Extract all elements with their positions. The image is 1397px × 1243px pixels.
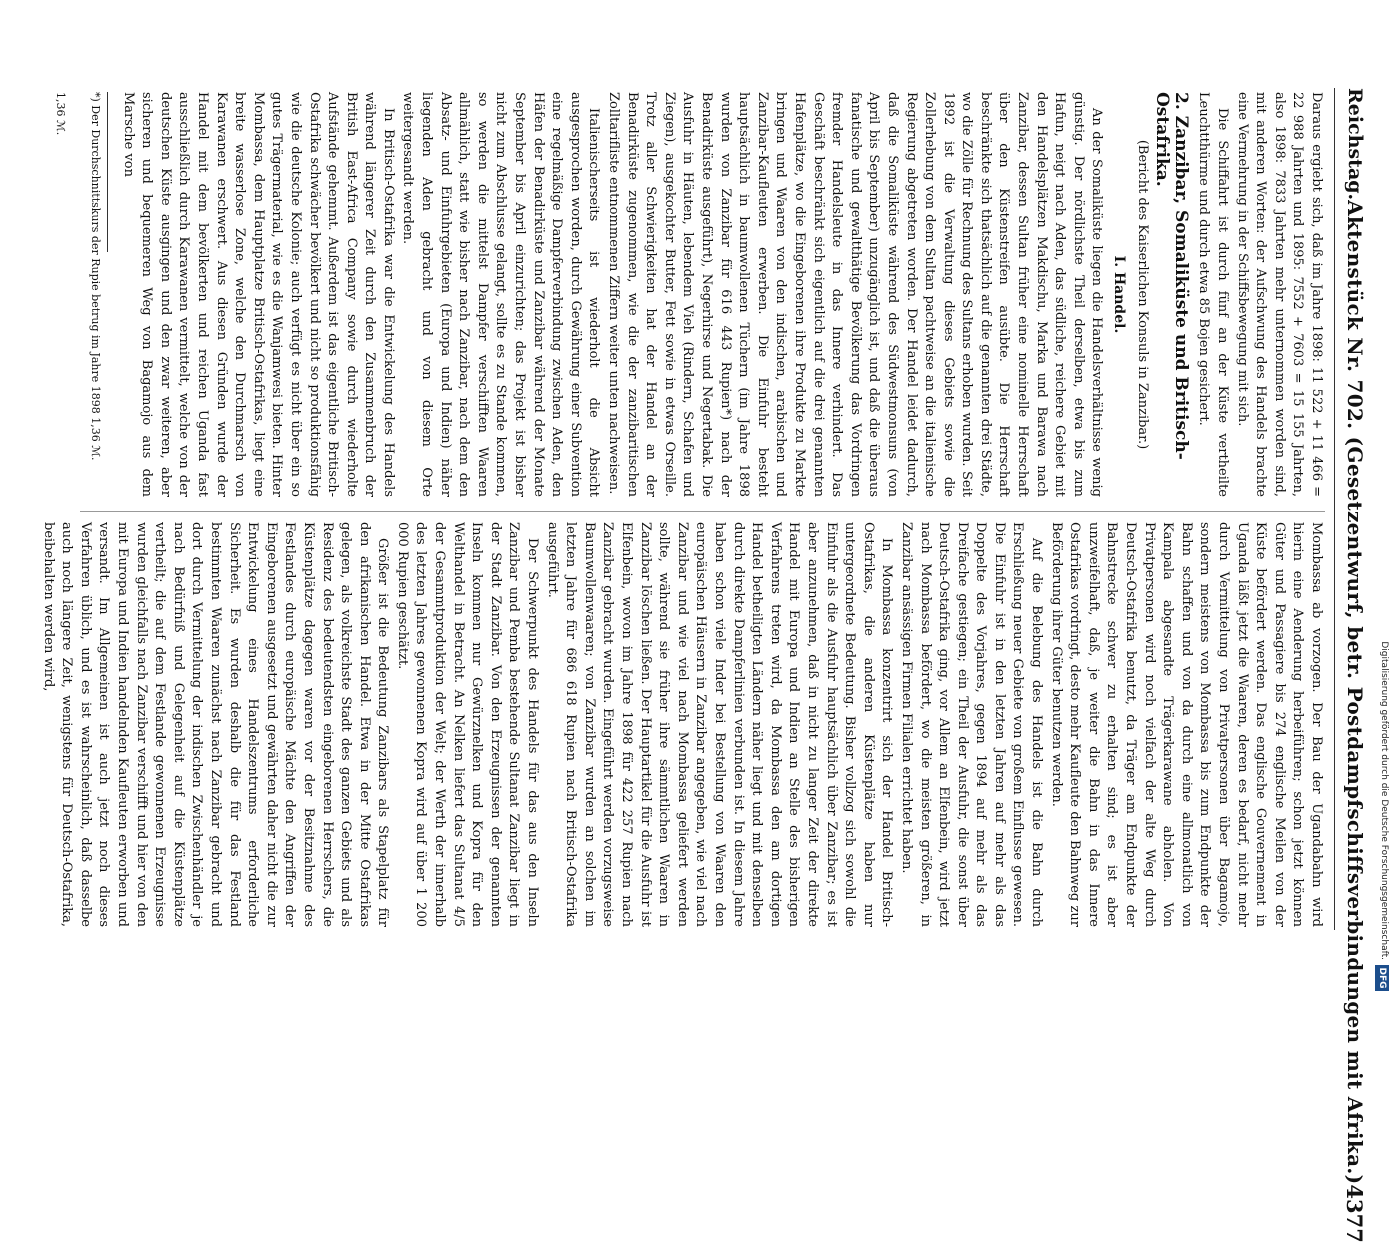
paragraph: Daraus ergiebt sich, daß im Jahre 1898: 11 522 + 11 466 = 22 988 Jahrten und 1895: 7552 + 7603 = 15 155 Jahrten, also 1898: 7833 Jahrten mehr unternommen worden sind, mit anderen Worten: der Aufschwung des Handels brachte eine Vermehrung in der Schiffsbewegung mit sich. xyxy=(1234,92,1324,497)
subsection-title: I. Handel. xyxy=(1111,255,1128,334)
paragraph: Mombassa ab vorzogen. Der Bau der Ugandabahn wird hierin eine Aenderung herbeiführen; schon jetzt können Güter und Passagiere bis 274 englische Meilen von der Küste befördert werden. Das englische Gouvernement in Uganda läßt jetzt die Waaren, deren es bedarf, nicht mehr durch Vermittelung von Privatpersonen über Bagamojo, sondern meistens von Mombassa bis zum Endpunkte der Bahn schaffen und von da durch eine allmonatlich von Kampala abgesandte Trägerkarawane abholen. Von Privatpersonen wird noch vielfach der alte Weg durch Deutsch-Ostafrika benutzt, da Träger am Endpunkte der Bahnstrecke schwer zu erhalten sind; es ist aber unzweifelhaft, daß, je weiter die Bahn in das Innere Ostafrikas vordringt, desto mehr Kaufleute den Bahnweg zur Beförderung ihrer Güter benutzen werden. xyxy=(1048,522,1324,927)
credit-text: Digitalisierung gefördert durch die Deutsche Forschungsgemeinschaft. xyxy=(1379,641,1389,960)
column-divider xyxy=(80,511,1325,512)
paragraph: Die Schiffahrt ist durch fünf an der Küste vertheilte Leuchtthürme und durch etwa 85 Bojen gesichert. xyxy=(1196,92,1231,497)
paragraph: Italienischerseits ist wiederholt die Absicht ausgesprochen worden, durch Gewährung einer Subvention eine regelmäßige Dampferverbindung zwischen Aden, den Häfen der Benadirküste und Zanzibar während der Monate September bis April einzurichten; das Projekt ist bisher nicht zum Abschlusse gelangt, sollte es zu Stande kommen, so werden die mittelst Dampfer verschifften Waaren allmählich, statt wie bisher nach Zanzibar, nach dem den Absatz- und Einfuhrgebieten (Europa und Indien) näher liegenden Aden gebracht und von diesem Orte weitergesandt werden. xyxy=(400,92,602,497)
paragraph: An der Somaliküste liegen die Handelsverhältnisse wenig günstig. Der nördlichste Theil derselben, etwa bis zum Hafun, neigt nach Aden, das südliche, reichere Gebiet mit den Handelsplätzen Makdischu, Marka und Barawa nach Zanzibar, dessen Sultan früher eine nominelle Herrschaft über den Küstenstreifen ausübte. Die Herrschaft beschränkte sich thatsächlich auf die genannten drei Städte, wo die Zölle für Rechnung des Sultans erhoben wurden. Seit 1892 ist die Verwaltung dieses Gebiets sowie die Zollerhebung von dem Sultan pachtweise an die italienische Regierung abgetreten worden. Der Handel leidet dadurch, daß die Somaliküste während des Südwestmonsuns (von April bis September) unzugänglich ist, und daß die überaus fanatische und gewaltthätige Bevölkerung das Vordringen fremder Handelsleute in das Innere verhindert. Das Geschäft beschränkt sich eigentlich auf die drei genannten Hafenplätze, wo die Eingeborenen ihre Produkte zu Markte bringen und Waaren von den indischen, arabischen und Zanzibar-Kaufleuten erwerben. Die Einfuhr besteht hauptsächlich in baumwollenen Tüchern (im Jahre 1898 wurden von Zanzibar für 616 443 Rupien*) nach der Benadirküste ausgeführt), Negerhirse und Negertabak. Die Ausfuhr in Häuten, lebendem Vieh (Rindern, Schafen und Ziegen), ausgekochter Butter, Fett sowie in etwas Orseille. Trotz aller Schwierigkeiten hat der Handel an der Benadirküste zugenommen, wie die der zanzibaritischen Zolltarifliste entnommenen Ziffern weiter unten nachweisen. xyxy=(606,92,1105,497)
dfg-logo: DFG xyxy=(1375,965,1389,991)
paragraph: In Britisch-Ostafrika war die Entwickelung des Handels während längerer Zeit durch den Zusammenbruch der British East-Africa Company sowie durch wiederholte Aufstände gehemmt. Außerdem ist das eigentliche Britisch-Ostafrika schwächer bevölkert und nicht so produktionsfähig wie die deutsche Kolonie; auch verfügt es nicht über ein so gutes Trägermaterial, wie es die Wanjamwesi bieten. Hinter Mombassa, dem Hauptplatze Britisch-Ostafrikas, liegt eine breite wasserlose Zone, welche den Durchmarsch von Karawanen erschwert. Aus diesen Gründen wurde der Handel mit dem bevölkerten und reichen Uganda fast ausschließlich durch Karawanen vermittelt, welche von der deutschen Küste ausgingen und den zwar weiteren, aber sicheren und bequemeren Weg von Bagamojo aus dem Marsche von xyxy=(120,92,396,497)
paragraph: Auf die Belebung des Handels ist die Bahn durch Erschließung neuer Gebiete von großem Einflusse gewesen. Die Einfuhr ist in den letzten Jahren auf mehr als das Doppelte des Vorjahres, gegen 1894 auf mehr als das Dreifache gestiegen; ein Theil der Ausfuhr, die sonst über Deutsch-Ostafrika ging, vor Allem an Elfenbein, wird jetzt nach Mombassa befördert, wo die meisten größeren, in Zanzibar ansässigen Firmen Filialen errichtet haben. xyxy=(898,522,1045,927)
left-column xyxy=(80,92,1325,497)
header-left: Reichstag. xyxy=(1344,88,1366,201)
signature-mark: 1,36 ℳ. xyxy=(54,92,67,136)
section-subtitle: (Bericht des Kaiserlichen Konsuls in Zanzibar.) xyxy=(1134,139,1150,450)
dfg-credit xyxy=(1379,60,1389,960)
page-number: 4377 xyxy=(1342,1184,1368,1243)
paragraph: Größer ist die Bedeutung Zanzibars als Stapelplatz für den afrikanischen Handel. Etwa in der Mitte Ostafrikas gelegen, als volkreichste Stadt des ganzen Gebiets und als Residenz des bedeutendsten eingeborenen Herrschers, die Küstenplätze dagegen waren vor der Besitznahme des Festlandes durch europäische Mächte den Angriffen der Eingeborenen ausgesetzt und gewährten daher nicht die zur Entwickelung eines Handelszentrums erforderliche Sicherheit. Es wurden deshalb die für das Festland bestimmten Waaren zunächst nach Zanzibar gebracht und dort durch Vermittelung der indischen Zwischenhändler je nach Bedürfniß und Gelegenheit auf die Küstenplätze vertheilt; die auf dem Festlande gewonnenen Erzeugnisse wurden gleichfalls nach Zanzibar verschifft und hier von den mit Europa und Indien handelnden Kaufleuten erworben und versandt. Im Allgemeinen ist auch jetzt noch dieses Verfahren üblich, und es ist wahrscheinlich, daß dasselbe auch noch längere Zeit, wenigstens für Deutsch-Ostafrika, beibehalten werden wird, xyxy=(40,522,391,927)
paragraph: Der Schwerpunkt des Handels für das aus den Inseln Zanzibar und Pemba bestehende Sultanat Zanzibar liegt in der Stadt Zanzibar. Von den Erzeugnissen der genannten Inseln kommen nur Gewürznelken und Kopra für den Welthandel in Betracht. An Nelken liefert das Sultanat 4/5 der Gesammtproduktion der Welt; der Werth der innerhalb des letzten Jahres gewonnenen Kopra wird auf über 1 200 000 Rupien geschätzt. xyxy=(394,522,541,927)
right-column xyxy=(40,522,1325,927)
section-title: 2. Zanzibar, Somaliküste und Britisch-Ostafrika. xyxy=(1152,92,1191,460)
footnote-rule xyxy=(107,92,108,252)
paragraph: In Mombassa konzentrirt sich der Handel Britisch-Ostafrikas, die anderen Küstenplätze haben nur untergeordnete Bedeutung. Bisher vollzog sich sowohl die Einfuhr als die Ausfuhr hauptsächlich über Zanzibar; es ist aber anzunehmen, daß in nicht zu langer Zeit der direkte Handel mit Europa und Indien an Stelle des bisherigen Verfahrens treten wird, da Mombassa den am dortigen Handel betheiligten Ländern näher liegt und mit denselben durch direkte Dampferlinien verbunden ist. In diesem Jahre haben schon viele Inder bei Bestellung von Waaren den europäischen Häusern in Zanzibar angegeben, wie viel nach Zanzibar und wie viel nach Mombassa geliefert werden sollte, während sie früher ihre sämmtlichen Waaren in Zanzibar löschen ließen. Der Hauptartikel für die Ausfuhr ist Elfenbein, wovon im Jahre 1898 für 422 257 Rupien nach Zanzibar gebracht wurden. Eingeführt werden vorzugsweise Baumwollenwaaren; von Zanzibar wurden an solchen im letzten Jahre für 686 618 Rupien nach Britisch-Ostafrika ausgeführt. xyxy=(544,522,895,927)
footnote: *) Der Durchschnittskurs der Rupie betrug im Jahre 1898 1,36 ℳ. xyxy=(89,92,102,461)
header-center: Aktenstück Nr. 702. (Gesetzentwurf, betr. Postdampfschiffsverbindungen mit Afrika.) xyxy=(1343,200,1367,1185)
page-header xyxy=(1334,88,1375,1243)
